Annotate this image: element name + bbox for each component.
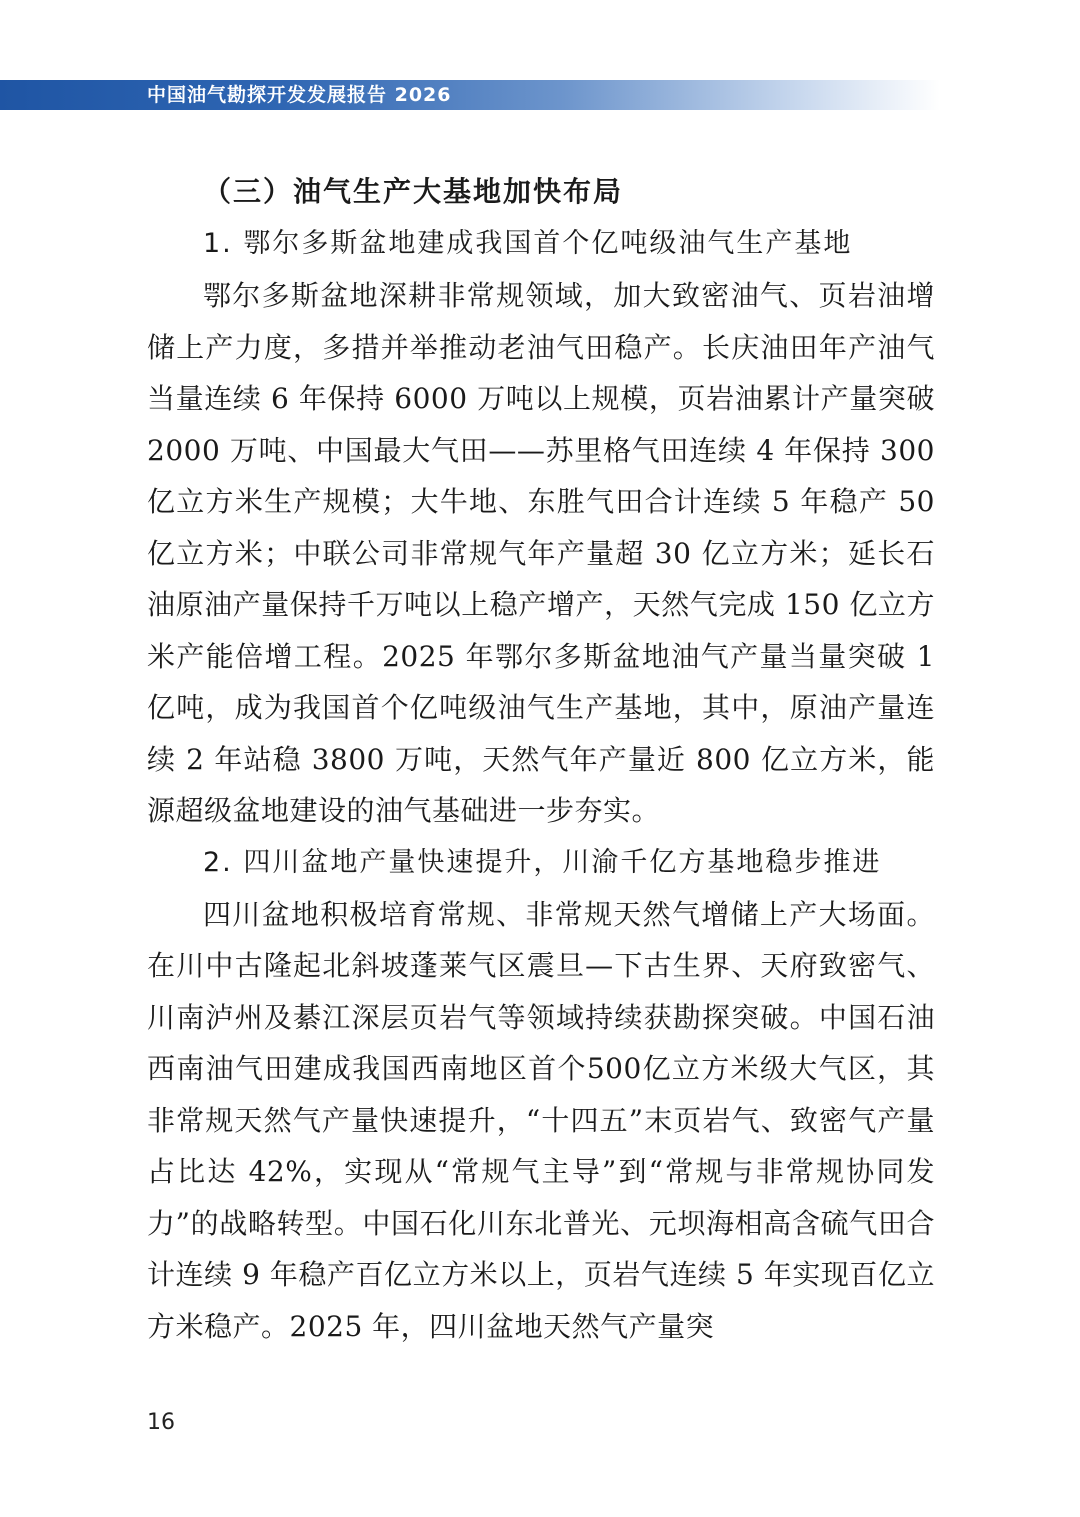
section-heading: （三）油气生产大基地加快布局 (203, 175, 624, 208)
subsection-heading-sichuan: 2. 四川盆地产量快速提升，川渝千亿方基地稳步推进 (203, 846, 882, 878)
page-content (147, 166, 935, 1352)
subsection-heading-ordos: 1. 鄂尔多斯盆地建成我国首个亿吨级油气生产基地 (203, 228, 853, 259)
page-number: 16 (147, 1410, 175, 1435)
paragraph-sichuan: 四川盆地积极培育常规、非常规天然气增储上产大场面。在川中古隆起北斜坡蓬莱气区震旦—下古生界、天府致密气、川南泸州及綦江深层页岩气等领域持续获勘探突破。中国石油西南油气田建成我国西南地区首个500亿立方米级大气区，其非常规天然气产量快速提升，“十四五”末页岩气、致密气产量占比达 42%，实现从“常规气主导”到“常规与非常规协同发力”的战略转型。中国石化川东北普光、元坝海相高含硫气田合计连续 9 年稳产百亿立方米以上，页岩气连续 5 年实现百亿立方米稳产。2025 年，四川盆地天然气产量突 (147, 897, 935, 1343)
header-band (0, 80, 940, 110)
paragraph-ordos: 鄂尔多斯盆地深耕非常规领域，加大致密油气、页岩油增储上产力度，多措并举推动老油气田稳产。长庆油田年产油气当量连续 6 年保持 6000 万吨以上规模，页岩油累计产量突破 2000 万吨、中国最大气田——苏里格气田连续 4 年保持 300 亿立方米生产规模；大牛地、东胜气田合计连续 5 年稳产 50 亿立方米；中联公司非常规气年产量超 30 亿立方米；延长石油原油产量保持千万吨以上稳产增产，天然气完成 150 亿立方米产能倍增工程。2025 年鄂尔多斯盆地油气产量当量突破 1 亿吨，成为我国首个亿吨级油气生产基地，其中，原油产量连续 2 年站稳 3800 万吨，天然气年产量近 800 亿立方米，能源超级盆地建设的油气基础进一步夯实。 (147, 279, 935, 827)
running-header-title: 中国油气勘探开发发展报告 2026 (147, 84, 452, 106)
